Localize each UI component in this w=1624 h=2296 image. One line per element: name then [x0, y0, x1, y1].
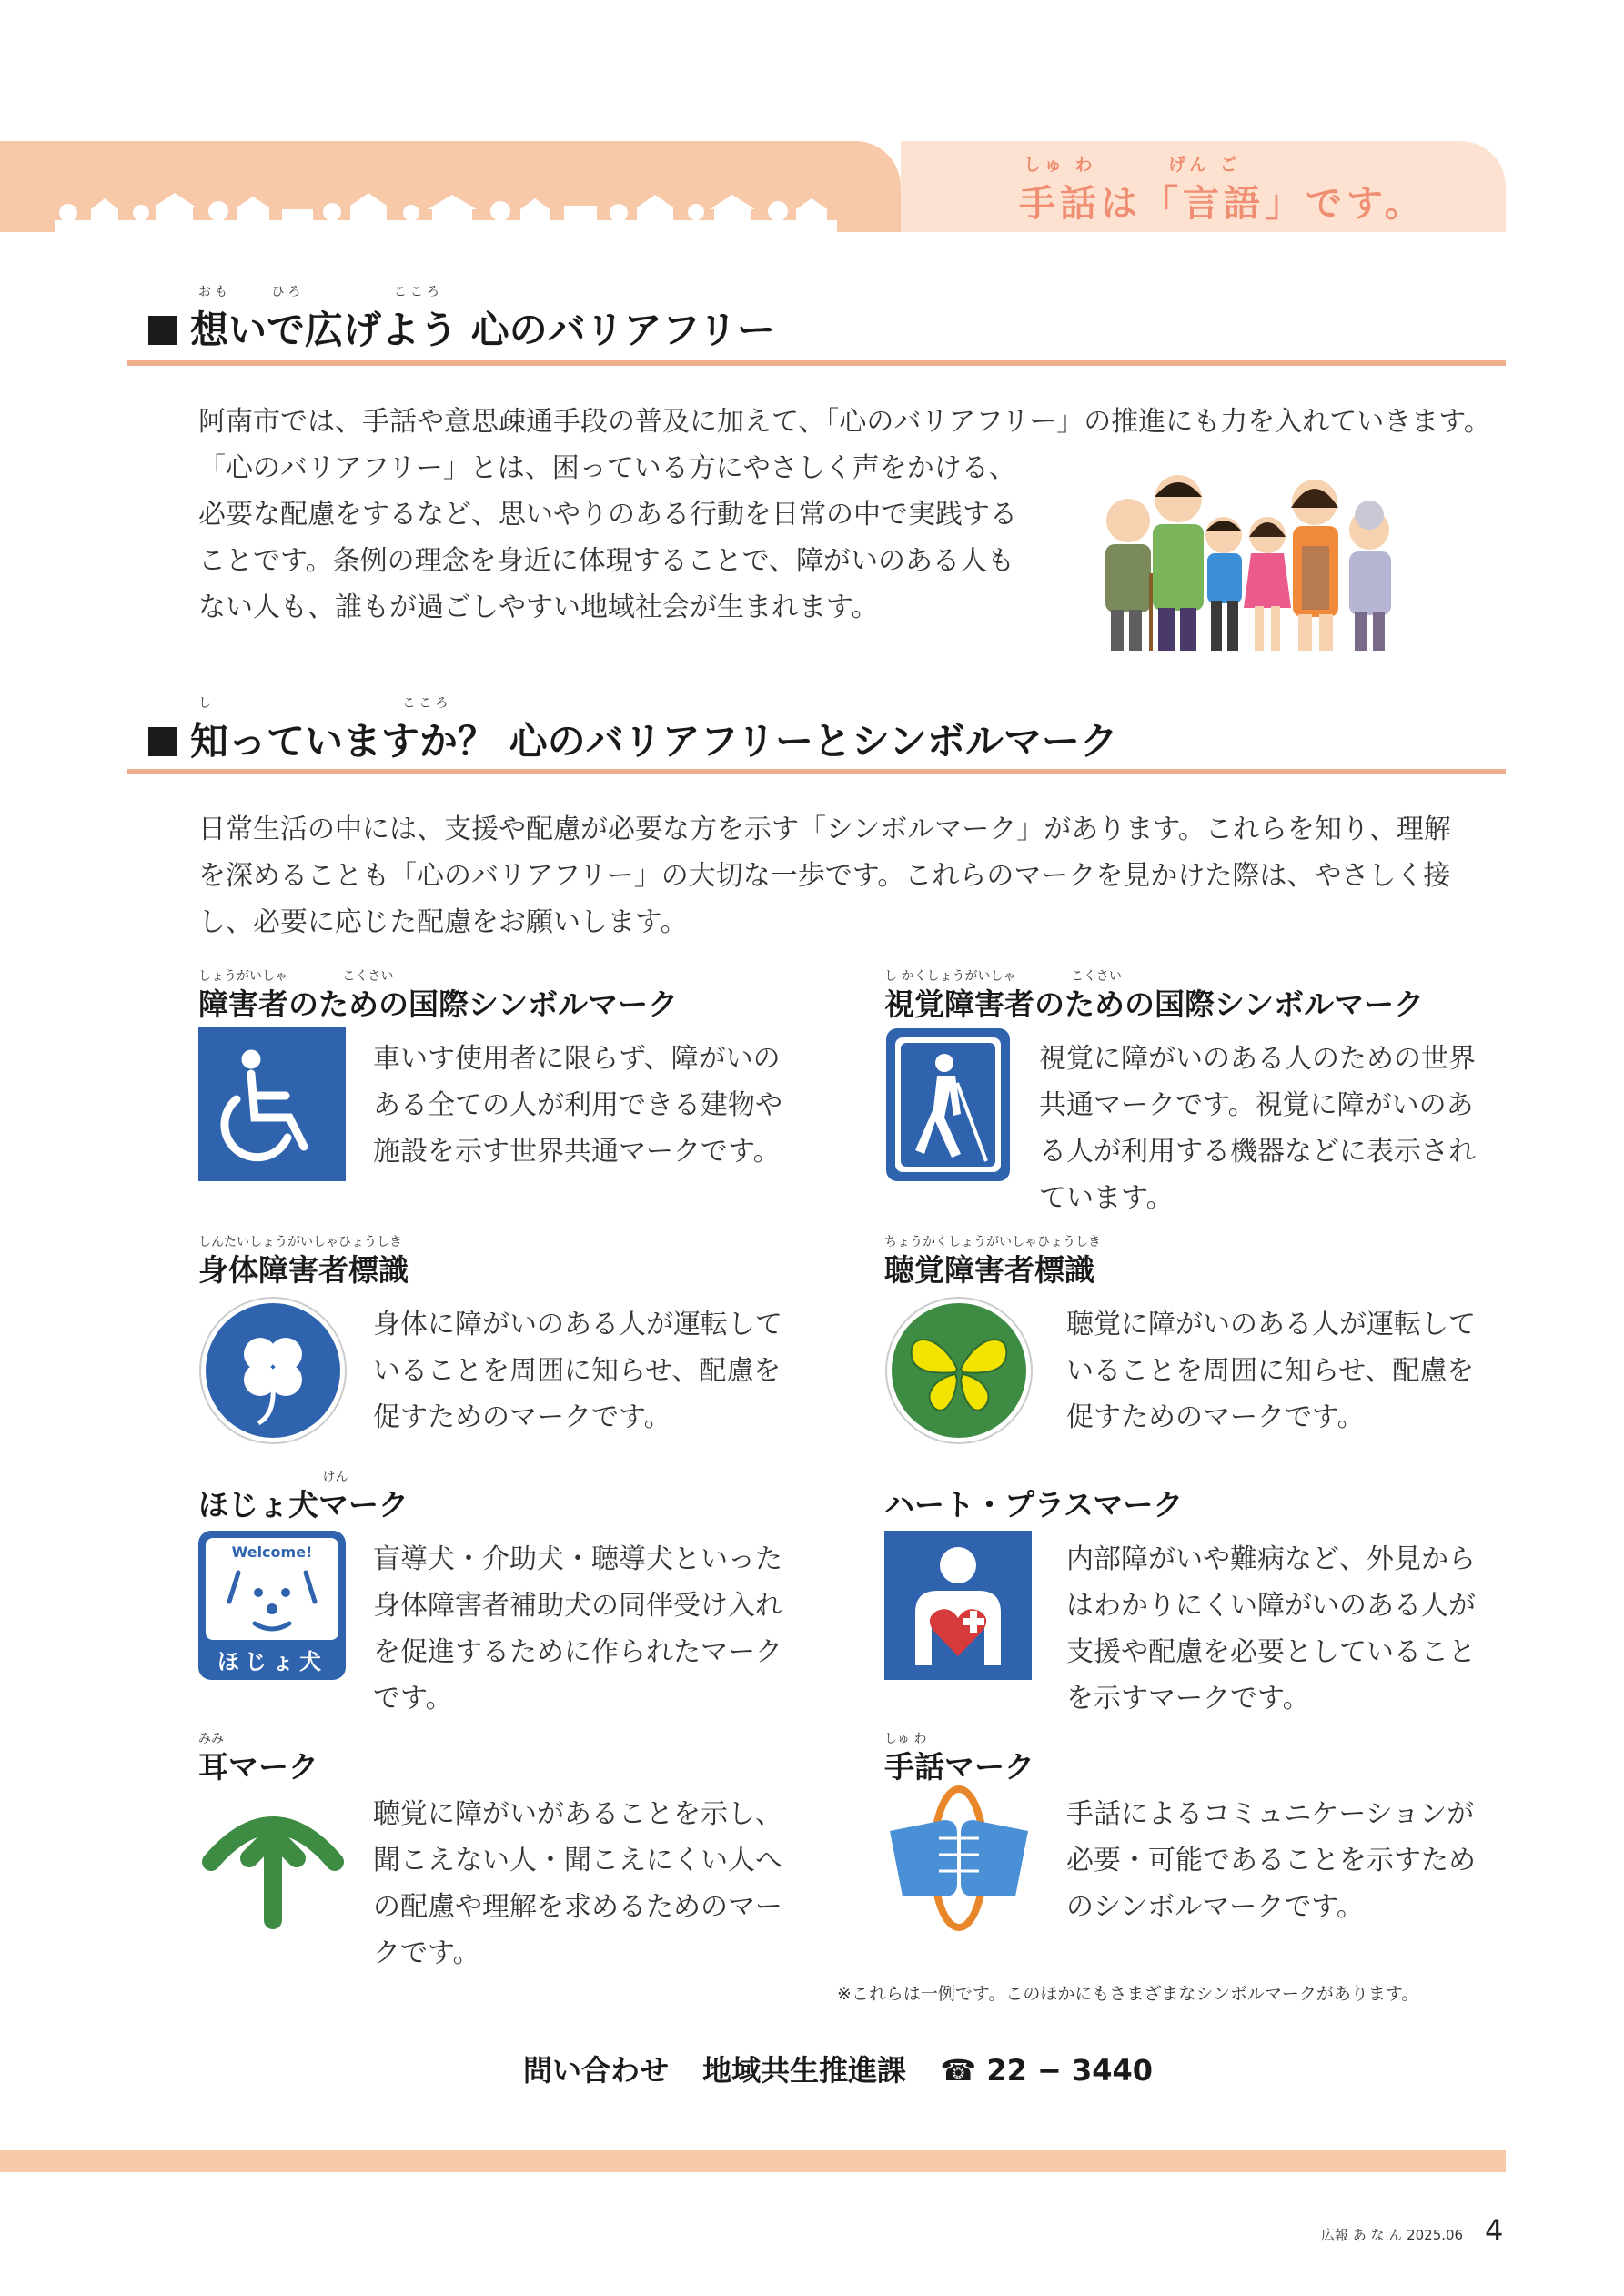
- mark-title-ruby: しんたいしょうがいしゃひょうしき: [198, 1235, 402, 1249]
- assistance-dog-icon: [198, 1531, 346, 1680]
- sign-language-icon: [884, 1784, 1034, 1933]
- mark-desc-heart-plus: 内部障がいや難病など、外見からはわかりにくい障がいのある人が支援や配慮を必要としていることを示すマークです。: [1066, 1543, 1476, 1714]
- mark-title-ruby: しょうがいしゃ こくさい: [198, 969, 394, 984]
- mark-desc-ear: 聴覚に障がいがあることを示し、聞こえない人・聞こえにくい人への配慮や理解を求めるためのマークです。: [373, 1798, 782, 1969]
- mark-title-ruby: みみ: [198, 1732, 224, 1746]
- mark-title-heart-plus: ハート・プラスマーク: [884, 1487, 1184, 1522]
- square-bullet-icon: [148, 316, 177, 345]
- mark-title-ruby: しゅ わ: [884, 1732, 927, 1746]
- mark-desc-sign-language: 手話によるコミュニケーションが必要・可能であることを示すためのシンボルマークです。: [1066, 1798, 1476, 1923]
- publication-name: 広報 あ な ん 2025.06: [1321, 2227, 1464, 2243]
- mark-title-assistance-dog: ほじょ犬マーク: [198, 1487, 409, 1522]
- mark-title-sign-language: 手話マーク: [884, 1749, 1034, 1785]
- section2-heading-ruby: し こころ: [198, 696, 452, 711]
- mark-title-ear: 耳マーク: [198, 1749, 318, 1785]
- contact-line: [523, 2048, 1153, 2089]
- mark-desc-assistance-dog: 盲導犬・介助犬・聴導犬といった身体障害者補助犬の同伴受け入れを促進するために作られたマークです。: [373, 1543, 782, 1714]
- mark-desc-wheelchair: 車いす使用者に限らず、障がいのある全ての人が利用できる建物や施設を示す世界共通マークです。: [373, 1043, 782, 1168]
- mark-desc-hearing: 聴覚に障がいのある人が運転していることを周囲に知らせ、配慮を促すためのマークです。: [1066, 1309, 1476, 1433]
- white-cane-icon: [884, 1027, 1012, 1183]
- wheelchair-icon: [198, 1027, 346, 1181]
- contact-phone[interactable]: ☎ 22 − 3440: [940, 2053, 1153, 2088]
- mark-title-visual: 視覚障害者のための国際シンボルマーク: [884, 986, 1425, 1022]
- mark-title-hearing: 聴覚障害者標識: [884, 1252, 1094, 1288]
- mark-desc-physical: 身体に障がいのある人が運転していることを周囲に知らせ、配慮を促すためのマークです。: [373, 1309, 782, 1433]
- mark-title-ruby: し かくしょうがいしゃ こくさい: [884, 969, 1122, 984]
- section1-paragraph-line1: 阿南市では、手話や意思疎通手段の普及に加えて、「心のバリアフリー」の推進にも力を入れていきます。: [198, 406, 1491, 438]
- assistance-dog-icon-panel: [206, 1538, 338, 1640]
- dog-face-icon: [224, 1565, 320, 1634]
- town-silhouette-illustration: [55, 193, 837, 233]
- contact-department: 地域共生推進課: [702, 2053, 907, 2088]
- mark-title-ruby: ちょうかくしょうがいしゃひょうしき: [884, 1235, 1101, 1249]
- section2-rule: [127, 769, 1506, 774]
- header-title-ruby: しゅ わ げん ご: [1024, 155, 1241, 175]
- footer-band: [0, 2150, 1506, 2172]
- section1-heading-ruby: おも ひろ こころ: [198, 285, 443, 299]
- section2-heading: [148, 712, 1118, 766]
- hojoken-label: ほじょ犬: [217, 1649, 327, 1674]
- section1-heading-text: 想いで広げよう 心のバリアフリー: [190, 308, 775, 352]
- mark-title-wheelchair: 障害者のための国際シンボルマーク: [198, 986, 679, 1022]
- family-illustration: [1096, 464, 1406, 655]
- welcome-text: Welcome!: [231, 1543, 313, 1561]
- footnote: ※これらは一例です。このほかにもさまざまなシンボルマークがあります。: [837, 1984, 1419, 2004]
- section1-paragraph: 「心のバリアフリー」とは、困っている方にやさしく声をかける、必要な配慮をするなど、思いやりのある行動を日常の中で実践することです。条例の理念を身近に体現することで、障がいのある人もない人も、誰もが過ごしやすい地域社会が生まれます。: [198, 452, 1017, 623]
- square-bullet-icon: [148, 727, 177, 756]
- mark-title-ruby: けん: [293, 1470, 348, 1484]
- clover-icon: [198, 1296, 348, 1445]
- mark-title-physical: 身体障害者標識: [198, 1252, 409, 1288]
- butterfly-icon: [884, 1296, 1034, 1445]
- section2-heading-text: 知っていますか？ 心のバリアフリーとシンボルマーク: [190, 719, 1118, 764]
- header-title: 手話は「言語」です。: [1019, 183, 1426, 225]
- ear-icon: [198, 1784, 348, 1929]
- section1-heading: [148, 300, 775, 355]
- section2-paragraph: 日常生活の中には、支援や配慮が必要な方を示す「シンボルマーク」があります。これらを知り、理解を深めることも「心のバリアフリー」の大切な一歩です。これらのマークを見かけた際は、やさしく接し、必要に応じた配慮をお願いします。: [198, 814, 1451, 938]
- contact-label: 問い合わせ: [523, 2053, 670, 2088]
- heart-plus-icon: [884, 1531, 1032, 1680]
- section1-rule: [127, 360, 1506, 366]
- page-number: 4: [1485, 2213, 1504, 2248]
- mark-desc-visual: 視覚に障がいのある人のための世界共通マークです。視覚に障がいのある人が利用する機器などに表示されています。: [1039, 1043, 1476, 1214]
